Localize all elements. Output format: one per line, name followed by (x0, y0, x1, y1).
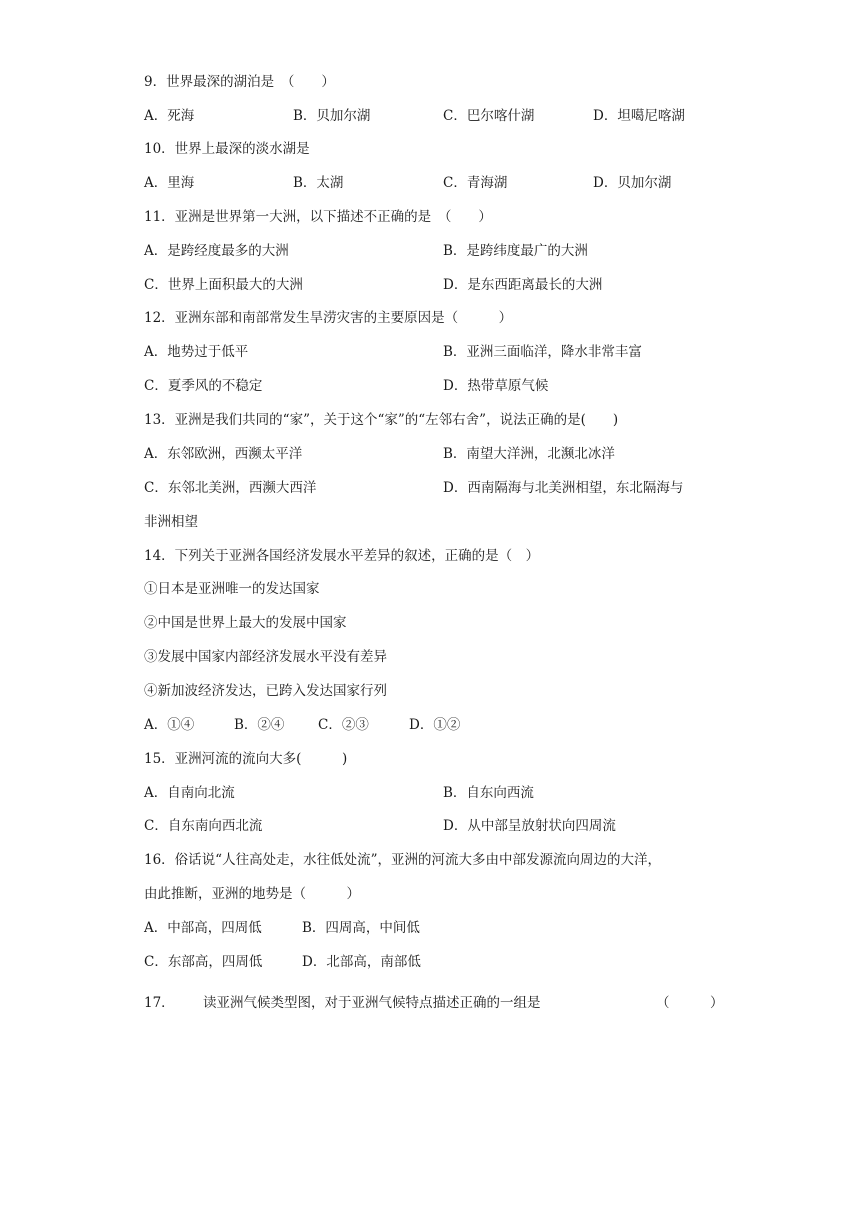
question-15-option-c: C．自东南向西北流 (144, 818, 263, 834)
question-11-option-a: A．是跨经度最多的大洲 (144, 243, 289, 259)
question-17-stem: 读亚洲气候类型图，对于亚洲气候特点描述正确的一组是 (203, 995, 541, 1011)
question-14-option-a: A．①④ (144, 717, 195, 733)
question-10-option-b: B．太湖 (293, 175, 344, 191)
question-9-stem: 9．世界最深的湖泊是 （ ） (144, 74, 335, 90)
question-12-option-b: B．亚洲三面临洋，降水非常丰富 (443, 344, 642, 360)
question-9-option-c: C．巴尔喀什湖 (443, 108, 535, 124)
question-13-option-d: D．西南隔海与北美洲相望，东北隔海与 (443, 480, 684, 496)
question-13-option-c: C．东邻北美洲，西濒大西洋 (144, 480, 317, 496)
question-10-stem: 10．世界上最深的淡水湖是 (144, 141, 310, 157)
question-13-stem: 13．亚洲是我们共同的“家”，关于这个“家”的“左邻右舍”，说法正确的是( ) (144, 412, 619, 428)
question-9-option-b: B．贝加尔湖 (293, 108, 371, 124)
question-13-option-a: A．东邻欧洲，西濒太平洋 (144, 446, 303, 462)
question-10-option-c: C．青海湖 (443, 175, 508, 191)
question-11-option-d: D．是东西距离最长的大洲 (443, 277, 603, 293)
question-16-stem: 16．俗话说“人往高处走，水往低处流”，亚洲的河流大多由中部发源流向周边的大洋， (144, 852, 661, 868)
question-16-stem-continuation: 由此推断，亚洲的地势是（ ） (144, 886, 360, 902)
question-14-stem: 14．下列关于亚洲各国经济发展水平差异的叙述，正确的是（ ） (144, 548, 540, 564)
question-12-option-c: C．夏季风的不稳定 (144, 378, 263, 394)
question-11-stem: 11．亚洲是世界第一大洲，以下描述不正确的是 （ ） (144, 209, 492, 225)
question-16-option-a: A．中部高，四周低 (144, 920, 262, 936)
question-11-option-c: C．世界上面积最大的大洲 (144, 277, 303, 293)
question-14-option-c: C．②③ (318, 717, 369, 733)
question-13-option-b: B．南望大洋洲，北濒北冰洋 (443, 446, 615, 462)
question-9-option-d: D．坦噶尼喀湖 (593, 108, 685, 124)
question-15-option-b: B．自东向西流 (443, 785, 534, 801)
question-12-stem: 12．亚洲东部和南部常发生旱涝灾害的主要原因是（ ） (144, 310, 513, 326)
question-15-option-a: A．自南向北流 (144, 785, 235, 801)
question-16-option-d: D．北部高，南部低 (302, 954, 421, 970)
question-12-option-a: A．地势过于低平 (144, 344, 249, 360)
question-17-answer-bracket: （ ） (656, 995, 724, 1011)
question-14-statement-3: ③发展中国家内部经济发展水平没有差异 (144, 649, 387, 665)
question-13-option-d-continuation: 非洲相望 (144, 514, 198, 530)
question-17-number: 17． (144, 995, 175, 1011)
question-16-option-b: B．四周高，中间低 (302, 920, 420, 936)
question-12-option-d: D．热带草原气候 (443, 378, 549, 394)
question-10-option-d: D．贝加尔湖 (593, 175, 672, 191)
question-14-statement-4: ④新加波经济发达，已跨入发达国家行列 (144, 683, 387, 699)
question-15-stem: 15．亚洲河流的流向大多( ) (144, 751, 348, 767)
question-14-statement-1: ①日本是亚洲唯一的发达国家 (144, 581, 320, 597)
question-14-option-b: B．②④ (234, 717, 285, 733)
question-11-option-b: B．是跨纬度最广的大洲 (443, 243, 588, 259)
question-9-option-a: A．死海 (144, 108, 195, 124)
question-14-statement-2: ②中国是世界上最大的发展中国家 (144, 615, 347, 631)
question-14-option-d: D．①② (409, 717, 461, 733)
question-15-option-d: D．从中部呈放射状向四周流 (443, 818, 616, 834)
question-16-option-c: C．东部高，四周低 (144, 954, 263, 970)
question-10-option-a: A．里海 (144, 175, 195, 191)
